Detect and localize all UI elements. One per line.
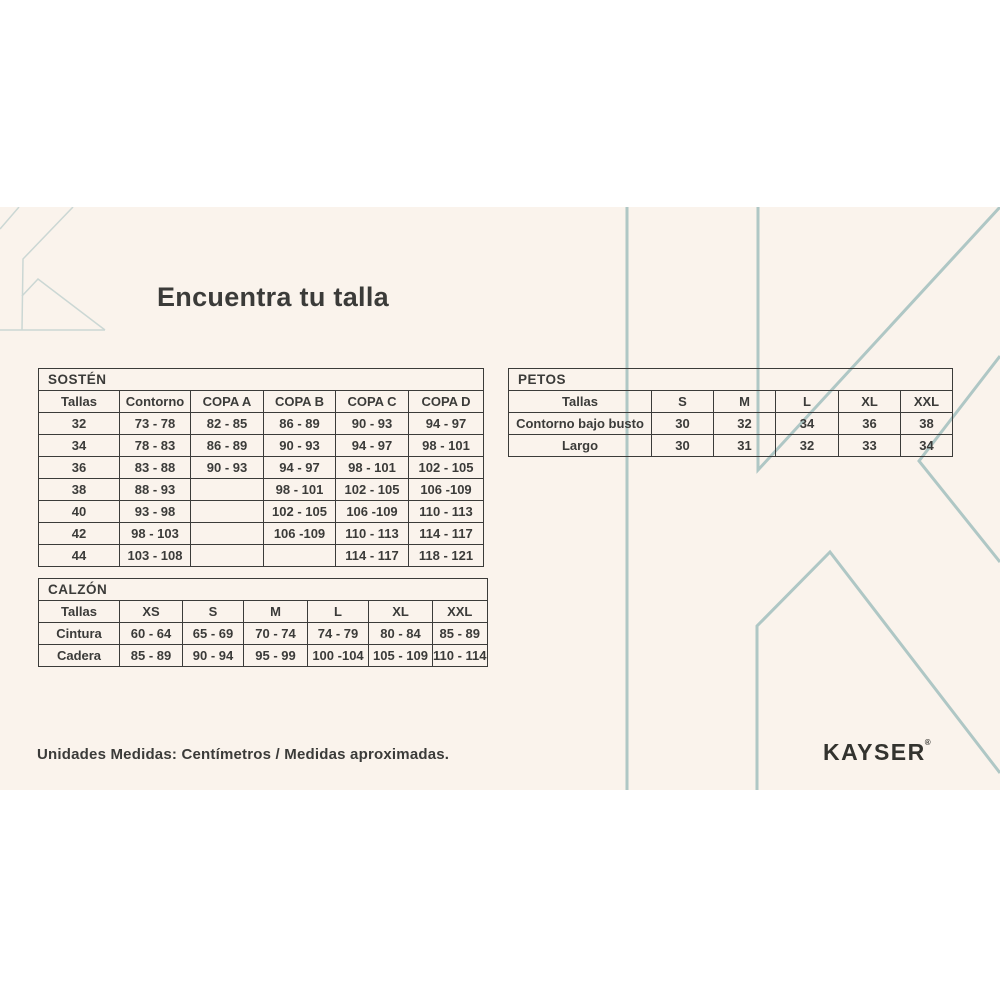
table-cell: 32 — [714, 413, 776, 435]
k-outline-small — [0, 207, 105, 330]
column-header: XXL — [901, 391, 953, 413]
table-cell: 114 - 117 — [336, 545, 409, 567]
table-row — [39, 523, 484, 545]
table-cell: 33 — [839, 435, 901, 457]
table-cell: 30 — [652, 413, 714, 435]
table-cell — [191, 545, 264, 567]
registered-mark: ® — [924, 738, 931, 747]
table-row — [39, 413, 484, 435]
table-cell: 98 - 101 — [336, 457, 409, 479]
column-header: COPA D — [409, 391, 484, 413]
column-header: Tallas — [509, 391, 652, 413]
table-cell: 36 — [839, 413, 901, 435]
table-title: PETOS — [509, 369, 953, 391]
table-cell: 110 - 114 — [433, 645, 488, 667]
column-header: XL — [369, 601, 433, 623]
table-header-row — [39, 391, 484, 413]
table-cell: Cintura — [39, 623, 120, 645]
column-header: COPA A — [191, 391, 264, 413]
column-header: XXL — [433, 601, 488, 623]
table-cell: 94 - 97 — [336, 435, 409, 457]
table-cell: 106 -109 — [264, 523, 336, 545]
table-cell: 102 - 105 — [336, 479, 409, 501]
size-table — [508, 368, 953, 457]
table-cell: Cadera — [39, 645, 120, 667]
table-cell: 103 - 108 — [120, 545, 191, 567]
table-row — [39, 623, 488, 645]
table-header-row — [39, 601, 488, 623]
column-header: S — [652, 391, 714, 413]
table-cell: 90 - 93 — [336, 413, 409, 435]
table-cell: 31 — [714, 435, 776, 457]
table-cell: 102 - 105 — [409, 457, 484, 479]
table-cell: 86 - 89 — [191, 435, 264, 457]
k-outline-large — [627, 207, 1000, 790]
table-cell: Contorno bajo busto — [509, 413, 652, 435]
table-cell: 34 — [39, 435, 120, 457]
table-cell: 94 - 97 — [409, 413, 484, 435]
table-row — [509, 413, 953, 435]
table-cell: 95 - 99 — [244, 645, 308, 667]
table-cell: 106 -109 — [336, 501, 409, 523]
column-header: Tallas — [39, 391, 120, 413]
table-cell: 78 - 83 — [120, 435, 191, 457]
kayser-logo — [823, 739, 932, 766]
table-cell: 106 -109 — [409, 479, 484, 501]
table-cell: Largo — [509, 435, 652, 457]
kayser-logo-text: KAYSER — [823, 739, 926, 765]
column-header: L — [776, 391, 839, 413]
table-cell: 74 - 79 — [308, 623, 369, 645]
table-cell: 32 — [776, 435, 839, 457]
table-header-row — [509, 391, 953, 413]
table-cell: 114 - 117 — [409, 523, 484, 545]
table-cell: 70 - 74 — [244, 623, 308, 645]
table-cell: 60 - 64 — [120, 623, 183, 645]
table-cell — [191, 479, 264, 501]
column-header: M — [244, 601, 308, 623]
table-cell: 82 - 85 — [191, 413, 264, 435]
size-table — [38, 578, 488, 667]
table-cell: 85 - 89 — [120, 645, 183, 667]
table-cell: 98 - 101 — [264, 479, 336, 501]
table-cell: 85 - 89 — [433, 623, 488, 645]
calzon-size-table — [38, 578, 488, 667]
column-header: COPA C — [336, 391, 409, 413]
size-table — [38, 368, 484, 567]
table-cell: 34 — [901, 435, 953, 457]
table-cell: 110 - 113 — [336, 523, 409, 545]
table-cell: 38 — [39, 479, 120, 501]
table-cell: 42 — [39, 523, 120, 545]
table-cell: 94 - 97 — [264, 457, 336, 479]
table-cell: 36 — [39, 457, 120, 479]
table-row — [39, 501, 484, 523]
column-header: XS — [120, 601, 183, 623]
table-cell: 98 - 101 — [409, 435, 484, 457]
table-cell: 93 - 98 — [120, 501, 191, 523]
table-cell: 86 - 89 — [264, 413, 336, 435]
column-header: Tallas — [39, 601, 120, 623]
table-cell: 110 - 113 — [409, 501, 484, 523]
table-cell: 90 - 94 — [183, 645, 244, 667]
table-cell — [191, 501, 264, 523]
units-note: Unidades Medidas: Centímetros / Medidas aproximadas. — [37, 746, 450, 763]
petos-size-table — [508, 368, 953, 457]
column-header: M — [714, 391, 776, 413]
page-title: Encuentra tu talla — [157, 282, 389, 313]
table-cell: 40 — [39, 501, 120, 523]
table-cell: 44 — [39, 545, 120, 567]
table-cell: 90 - 93 — [264, 435, 336, 457]
table-cell: 65 - 69 — [183, 623, 244, 645]
table-cell — [191, 523, 264, 545]
table-cell: 105 - 109 — [369, 645, 433, 667]
table-cell: 98 - 103 — [120, 523, 191, 545]
column-header: Contorno — [120, 391, 191, 413]
column-header: S — [183, 601, 244, 623]
table-row — [509, 435, 953, 457]
table-cell: 80 - 84 — [369, 623, 433, 645]
table-cell: 32 — [39, 413, 120, 435]
table-cell: 73 - 78 — [120, 413, 191, 435]
table-row — [39, 479, 484, 501]
table-cell: 102 - 105 — [264, 501, 336, 523]
table-row — [39, 457, 484, 479]
column-header: L — [308, 601, 369, 623]
sosten-size-table — [38, 368, 484, 567]
column-header: COPA B — [264, 391, 336, 413]
table-row — [39, 645, 488, 667]
table-cell: 83 - 88 — [120, 457, 191, 479]
table-cell — [264, 545, 336, 567]
table-cell: 90 - 93 — [191, 457, 264, 479]
table-cell: 100 -104 — [308, 645, 369, 667]
table-cell: 118 - 121 — [409, 545, 484, 567]
table-cell: 88 - 93 — [120, 479, 191, 501]
table-cell: 38 — [901, 413, 953, 435]
table-row — [39, 435, 484, 457]
table-cell: 34 — [776, 413, 839, 435]
table-title: SOSTÉN — [39, 369, 484, 391]
table-title: CALZÓN — [39, 579, 488, 601]
table-cell: 30 — [652, 435, 714, 457]
column-header: XL — [839, 391, 901, 413]
table-row — [39, 545, 484, 567]
